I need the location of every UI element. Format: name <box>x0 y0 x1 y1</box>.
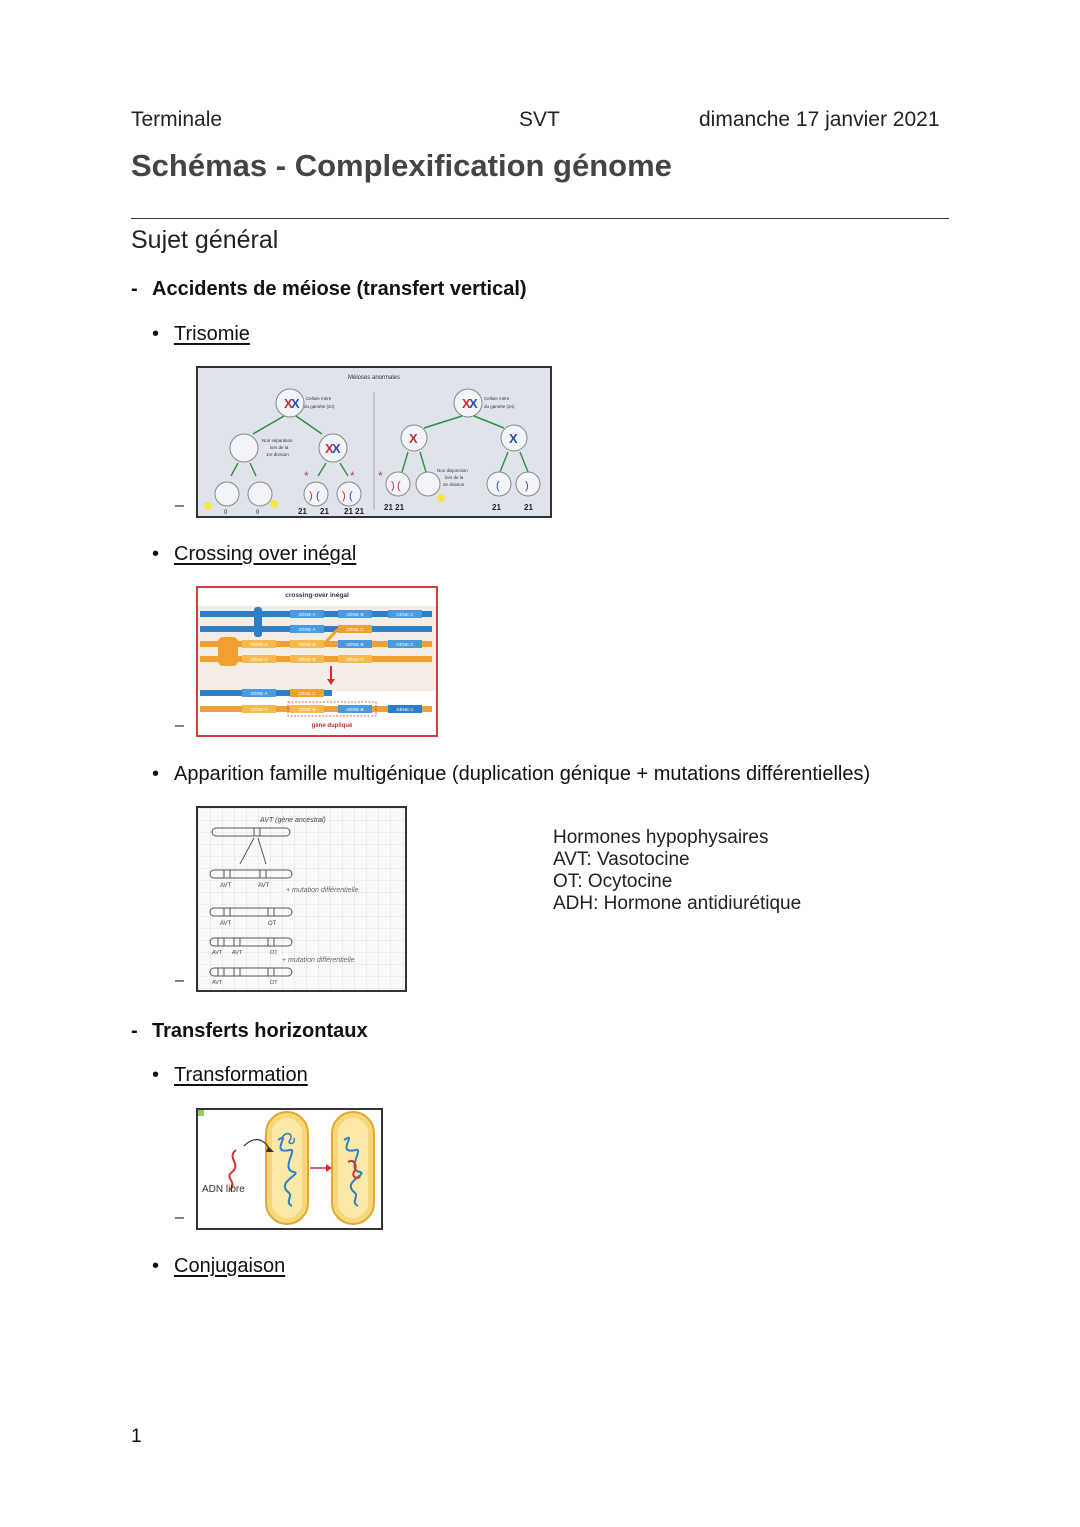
svg-text:GÈNE A: GÈNE A <box>250 642 268 647</box>
svg-text:X: X <box>325 441 334 456</box>
figure-dash: – <box>175 497 184 514</box>
svg-text:): ) <box>391 480 395 492</box>
svg-text:(: ( <box>349 490 353 502</box>
svg-text:GÈNE C: GÈNE C <box>298 691 316 696</box>
svg-text:GÈNE B: GÈNE B <box>298 657 316 662</box>
bullet-dot: • <box>152 1064 160 1086</box>
note-line: Hormones hypophysaires <box>553 827 769 848</box>
svg-text:GÈNE A: GÈNE A <box>298 627 316 632</box>
header-class: Terminale <box>131 108 223 131</box>
heading-horizontaux <box>131 1020 368 1043</box>
bullet-famille-label: Apparition famille multigénique (duplication génique + mutations différentielles) <box>174 763 871 785</box>
crossing-diagram <box>198 588 436 735</box>
bullet-conjugaison <box>152 1255 285 1278</box>
svg-text:X: X <box>469 396 478 411</box>
bullet-dot: • <box>152 323 160 345</box>
bullet-famille <box>152 763 870 786</box>
svg-text:OT: OT <box>270 950 278 956</box>
svg-text:OT: OT <box>268 921 277 927</box>
figure-trisomie <box>196 366 552 518</box>
bullet-dot: • <box>152 763 160 785</box>
svg-text:Cellule mère: Cellule mère <box>306 396 332 401</box>
svg-text:GÈNE C: GÈNE C <box>346 657 364 662</box>
svg-text:GÈNE B: GÈNE B <box>298 707 316 712</box>
svg-text:*: * <box>304 469 309 483</box>
svg-text:0: 0 <box>256 510 260 516</box>
svg-text:X: X <box>332 441 341 456</box>
svg-text:X: X <box>409 431 418 446</box>
bullet-conjugaison-label: Conjugaison <box>174 1255 286 1277</box>
svg-text:GÈNE C: GÈNE C <box>396 642 414 647</box>
bullet-crossing <box>152 543 356 566</box>
svg-text:21: 21 <box>298 507 307 516</box>
svg-text:AVT: AVT <box>232 950 243 956</box>
note-line: AVT: Vasotocine <box>553 849 690 870</box>
heading-dash: - <box>131 1020 138 1042</box>
svg-text:Non séparation: Non séparation <box>262 438 293 443</box>
crossing-title: crossing-over inégal <box>285 592 349 599</box>
svg-text:AVT: AVT <box>220 921 232 927</box>
svg-text:X: X <box>291 396 300 411</box>
svg-text:X: X <box>284 396 293 411</box>
bullet-dot: • <box>152 543 160 565</box>
svg-text:): ) <box>309 490 313 502</box>
svg-text:1re division: 1re division <box>266 452 289 457</box>
header-subject: SVT <box>519 108 560 131</box>
svg-text:AVT: AVT <box>212 950 223 956</box>
svg-text:21 21: 21 21 <box>384 503 405 512</box>
note-line: OT: Ocytocine <box>553 871 673 892</box>
heading-horizontaux-label: Transferts horizontaux <box>152 1020 368 1042</box>
svg-text:21: 21 <box>320 507 329 516</box>
heading-dash: - <box>131 278 138 300</box>
heading-meiose <box>131 278 527 301</box>
section-heading: Sujet général <box>131 226 279 254</box>
bullet-dot: • <box>152 1255 160 1277</box>
svg-text:(: ( <box>496 480 500 492</box>
svg-text:GÈNE B: GÈNE B <box>346 612 364 617</box>
bullet-trisomie-label: Trisomie <box>174 323 250 345</box>
svg-text:X: X <box>462 396 471 411</box>
svg-text:21: 21 <box>524 503 533 512</box>
svg-text:GÈNE B: GÈNE B <box>346 707 364 712</box>
page-title: Schémas - Complexification génome <box>131 148 672 183</box>
transformation-diagram <box>198 1110 381 1228</box>
svg-text:(: ( <box>316 490 320 502</box>
svg-text:OT: OT <box>270 980 278 986</box>
title-divider <box>131 218 949 219</box>
svg-text:du gamète (2n): du gamète (2n) <box>484 404 515 409</box>
svg-text:): ) <box>525 480 529 492</box>
page-number: 1 <box>131 1426 142 1447</box>
svg-text:+ mutation différentielle: + mutation différentielle <box>282 957 355 964</box>
svg-text:0: 0 <box>224 510 228 516</box>
svg-text:GÈNE A: GÈNE A <box>250 657 268 662</box>
figure-transformation <box>196 1108 383 1230</box>
svg-text:Non disjonction: Non disjonction <box>437 468 468 473</box>
famille-diagram <box>198 808 405 990</box>
adn-libre-label: ADN libre <box>202 1184 245 1195</box>
svg-text:GÈNE C: GÈNE C <box>396 707 414 712</box>
svg-text:): ) <box>342 490 346 502</box>
bullet-crossing-label: Crossing over inégal <box>174 543 357 565</box>
trisomie-title: Méioses anormales <box>347 375 401 381</box>
svg-text:*: * <box>378 469 383 483</box>
svg-text:GÈNE A: GÈNE A <box>250 691 268 696</box>
header-date: dimanche 17 janvier 2021 <box>699 108 940 131</box>
figure-dash: – <box>175 972 184 989</box>
svg-text:X: X <box>509 431 518 446</box>
svg-text:GÈNE C: GÈNE C <box>396 612 414 617</box>
figure-crossing <box>196 586 438 737</box>
hormones-note <box>553 827 801 915</box>
figure-dash: – <box>175 1209 184 1226</box>
svg-text:GÈNE A: GÈNE A <box>250 707 268 712</box>
svg-text:AVT: AVT <box>220 883 232 889</box>
svg-text:AVT (gène ancestral): AVT (gène ancestral) <box>260 817 326 824</box>
svg-text:du gamète (2n): du gamète (2n) <box>304 404 335 409</box>
svg-text:*: * <box>350 469 355 483</box>
trisomie-diagram <box>198 368 550 516</box>
crossing-caption: gène dupliqué <box>311 723 353 729</box>
bullet-transformation-label: Transformation <box>174 1064 308 1086</box>
figure-dash: – <box>175 717 184 734</box>
svg-text:21 21: 21 21 <box>344 507 365 516</box>
svg-text:2e division: 2e division <box>443 482 465 487</box>
svg-text:GÈNE A: GÈNE A <box>298 612 316 617</box>
svg-text:(: ( <box>397 480 401 492</box>
bullet-transformation <box>152 1064 308 1087</box>
svg-text:GÈNE B: GÈNE B <box>346 642 364 647</box>
svg-text:Cellule mère: Cellule mère <box>484 396 510 401</box>
bullet-trisomie <box>152 323 250 346</box>
figure-famille <box>196 806 407 992</box>
svg-text:21: 21 <box>492 503 501 512</box>
svg-text:lors de la: lors de la <box>445 475 464 480</box>
svg-text:AVT: AVT <box>212 980 223 986</box>
svg-text:lors de la: lors de la <box>270 445 289 450</box>
svg-text:GÈNE B: GÈNE B <box>298 642 316 647</box>
note-line: ADH: Hormone antidiurétique <box>553 893 802 914</box>
svg-text:+ mutation différentielle: + mutation différentielle <box>286 887 359 894</box>
svg-text:GÈNE C: GÈNE C <box>346 627 364 632</box>
heading-meiose-label: Accidents de méiose (transfert vertical) <box>152 278 527 300</box>
svg-text:AVT: AVT <box>258 883 270 889</box>
